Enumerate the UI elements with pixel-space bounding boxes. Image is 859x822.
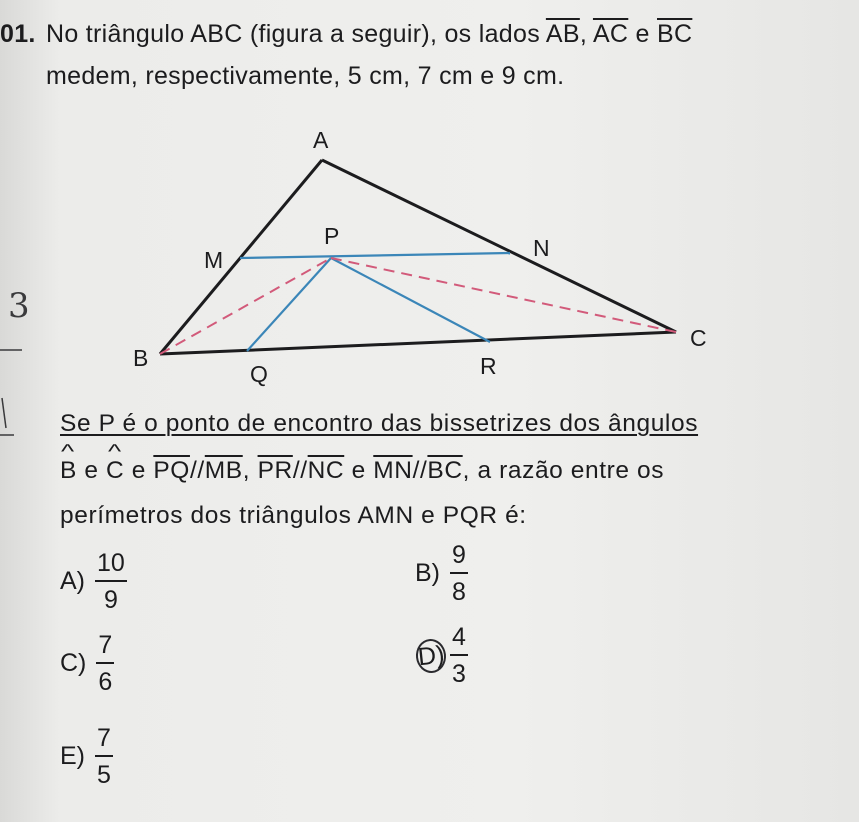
option-b[interactable] xyxy=(415,542,468,606)
parallel-sign: // xyxy=(292,457,308,484)
separator: , xyxy=(579,20,593,48)
segment-mn xyxy=(240,253,510,258)
label-a: A xyxy=(313,127,329,153)
label-c: C xyxy=(690,325,707,351)
segment-bc-text: $\overline{BC}$ xyxy=(427,457,463,484)
numerator: 4 xyxy=(450,624,468,656)
segment-mb-text: $\overline{MB}$ xyxy=(204,457,243,484)
label-b: B xyxy=(133,345,149,371)
label-m: M xyxy=(204,247,224,273)
option-letter: A) xyxy=(60,567,85,596)
margin-line xyxy=(2,398,6,428)
denominator: 8 xyxy=(452,578,466,607)
option-a[interactable] xyxy=(60,550,127,614)
fraction xyxy=(95,725,113,789)
numerator: 9 xyxy=(450,542,468,574)
parallel-sign: // xyxy=(412,457,428,484)
bisector-c xyxy=(331,258,676,332)
denominator: 5 xyxy=(97,761,111,790)
fraction xyxy=(96,632,114,696)
segment-mn-text: $\overline{MN}$ xyxy=(373,457,413,484)
segment-bc: $\overline{BC}$ xyxy=(657,20,693,48)
segment-nc-text: $\overline{NC}$ xyxy=(307,457,345,484)
conj: e xyxy=(124,457,154,484)
question-text-line2: medem, respectivamente, 5 cm, 7 cm e 9 cm. xyxy=(46,62,565,90)
option-letter: C) xyxy=(60,649,87,678)
fraction xyxy=(95,550,127,614)
question-prefix: No triângulo ABC (figura a seguir), os lados xyxy=(46,20,546,48)
label-q: Q xyxy=(250,361,268,387)
fraction xyxy=(450,542,468,606)
statement-line3: perímetros dos triângulos AMN e PQR é: xyxy=(60,502,527,529)
denominator: 9 xyxy=(103,586,118,615)
segment-pq-text: $\overline{PQ}$ xyxy=(153,457,190,484)
statement-line2 xyxy=(60,457,664,485)
segment-pr xyxy=(331,258,490,342)
question-number: 01. xyxy=(0,20,36,48)
side-ac xyxy=(322,160,676,332)
side-bc xyxy=(160,332,676,354)
numerator: 7 xyxy=(95,725,113,757)
label-r: R xyxy=(480,353,497,379)
numerator: 10 xyxy=(95,550,127,582)
option-c[interactable] xyxy=(60,632,114,696)
segment-pq xyxy=(247,258,331,351)
option-letter: E) xyxy=(60,742,85,771)
conj: e xyxy=(76,457,106,484)
bisector-b xyxy=(160,258,331,354)
denominator: 3 xyxy=(452,660,466,689)
option-d[interactable] xyxy=(416,623,468,689)
conj: e xyxy=(344,457,374,484)
angle-b: ^ B xyxy=(60,457,77,485)
segment-pr-text: $\overline{PR}$ xyxy=(257,457,293,484)
denominator: 6 xyxy=(98,668,113,697)
option-letter-circled: D) xyxy=(414,637,447,674)
label-n: N xyxy=(533,235,550,261)
segment-ac: $\overline{AC}$ xyxy=(592,20,629,48)
angle-c: ^ C xyxy=(106,457,124,485)
separator: e xyxy=(628,20,657,48)
statement-rest: , a razão entre os xyxy=(462,457,665,484)
option-letter: B) xyxy=(415,559,440,588)
statement-text: Se P é o ponto de encontro das bissetrizes dos ângulos xyxy=(60,410,699,437)
margin-note: 3 xyxy=(8,286,30,326)
label-p: P xyxy=(324,223,340,249)
fraction xyxy=(450,624,468,688)
option-e[interactable] xyxy=(60,725,113,789)
segment-ab: $\overline{AB}$ xyxy=(545,20,580,48)
statement-line1 xyxy=(60,410,698,438)
parallel-sign: // xyxy=(189,457,205,484)
numerator: 7 xyxy=(96,632,114,664)
separator: , xyxy=(242,457,258,484)
